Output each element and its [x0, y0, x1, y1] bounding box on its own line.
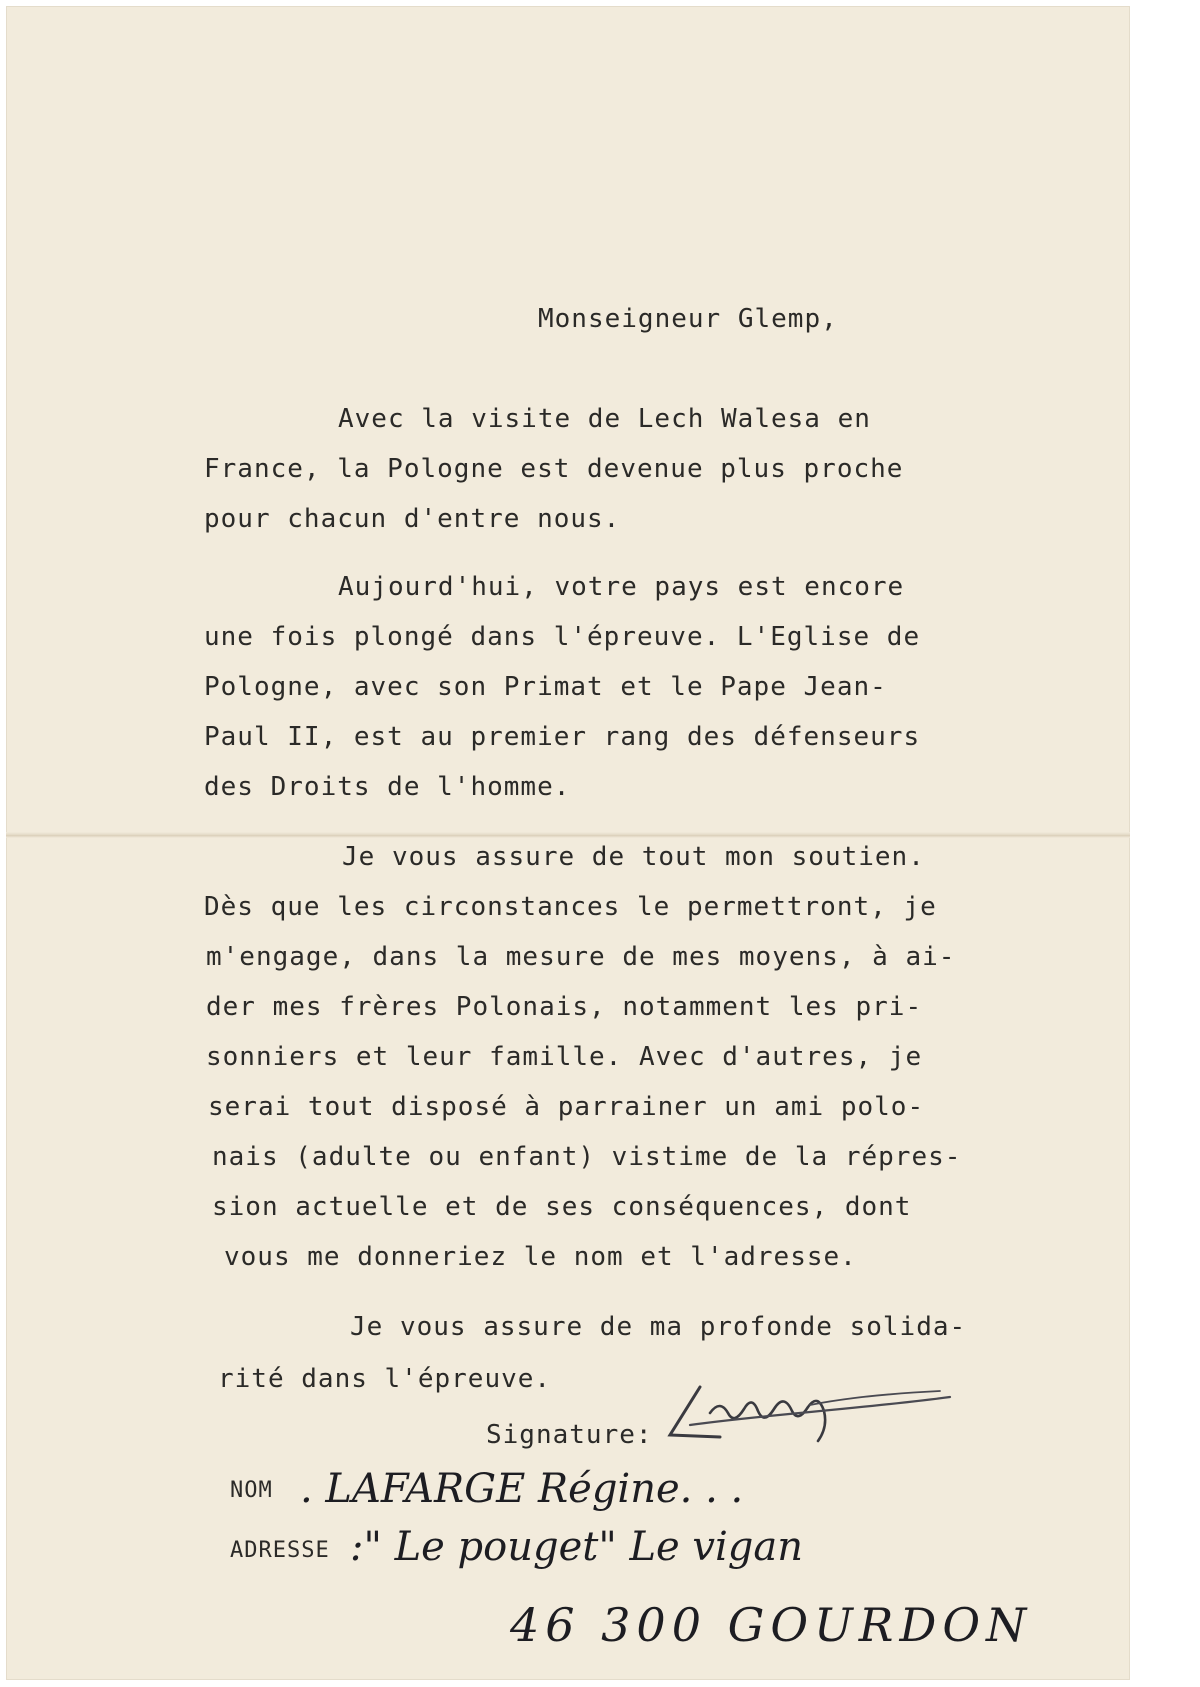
letter-line: rité dans l'épreuve. — [218, 1364, 552, 1394]
letter-line: des Droits de l'homme. — [204, 772, 571, 802]
paper-fold — [6, 832, 1130, 838]
letter-line: Je vous assure de ma profonde solida- — [350, 1312, 967, 1342]
letter-line: Aujourd'hui, votre pays est encore — [338, 572, 905, 602]
signature-label: Signature: — [486, 1420, 653, 1450]
letter-line: sion actuelle et de ses conséquences, dont — [212, 1192, 912, 1222]
nom-value: . LAFARGE Régine. . . — [300, 1466, 744, 1512]
letter-line: vous me donneriez le nom et l'adresse. — [224, 1242, 857, 1272]
letter-line: serai tout disposé à parrainer un ami polo- — [208, 1092, 925, 1122]
letter-line: der mes frères Polonais, notamment les pri- — [206, 992, 923, 1022]
letter-line: pour chacun d'entre nous. — [204, 504, 621, 534]
postal-code-city: 46 300 GOURDON — [510, 1598, 1033, 1652]
letter-line: m'engage, dans la mesure de mes moyens, à ai- — [206, 942, 956, 972]
adresse-label: ADRESSE — [230, 1538, 330, 1563]
letter-line: Dès que les circonstances le permettront, je — [204, 892, 937, 922]
letter-line: une fois plongé dans l'épreuve. L'Eglise de — [204, 622, 921, 652]
letter-line: Pologne, avec son Primat et le Pape Jean- — [204, 672, 887, 702]
letter-line: sonniers et leur famille. Avec d'autres, je — [206, 1042, 923, 1072]
nom-label: NOM — [230, 1478, 273, 1503]
letter-line: Avec la visite de Lech Walesa en — [338, 404, 871, 434]
adresse-value: :" Le pouget" Le vigan — [350, 1524, 804, 1570]
letter-line: Je vous assure de tout mon soutien. — [342, 842, 925, 872]
letter-line: France, la Pologne est devenue plus proche — [204, 454, 904, 484]
letter-line: Paul II, est au premier rang des défenseurs — [204, 722, 921, 752]
handwritten-signature — [660, 1375, 960, 1465]
salutation: Monseigneur Glemp, — [538, 304, 838, 334]
letter-line: nais (adulte ou enfant) vistime de la répres- — [212, 1142, 962, 1172]
